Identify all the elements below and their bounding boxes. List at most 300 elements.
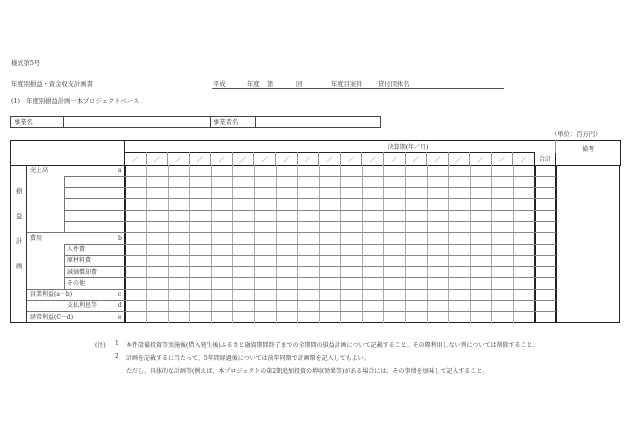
data-cell[interactable]	[493, 234, 513, 243]
data-cell[interactable]	[126, 211, 146, 220]
data-cell[interactable]	[385, 245, 405, 254]
data-cell[interactable]	[385, 290, 405, 299]
data-cell[interactable]	[148, 211, 168, 220]
data-cell[interactable]	[450, 256, 470, 265]
data-cell[interactable]	[191, 200, 211, 209]
data-cell[interactable]	[255, 268, 275, 277]
data-cell[interactable]	[255, 290, 275, 299]
data-cell[interactable]	[299, 211, 319, 220]
data-cell[interactable]	[514, 313, 534, 322]
data-cell[interactable]	[320, 245, 340, 254]
period-col-2[interactable]: ／	[146, 153, 168, 166]
data-cell[interactable]	[450, 189, 470, 198]
data-cell[interactable]	[385, 279, 405, 288]
data-cell[interactable]	[363, 177, 383, 186]
data-cell[interactable]	[126, 290, 146, 299]
data-cell[interactable]	[407, 290, 427, 299]
data-cell[interactable]	[191, 222, 211, 231]
data-cell[interactable]	[385, 268, 405, 277]
data-cell[interactable]	[191, 234, 211, 243]
data-cell[interactable]	[320, 279, 340, 288]
data-cell[interactable]	[234, 245, 254, 254]
period-col-5[interactable]: ／	[211, 153, 233, 166]
data-cell[interactable]	[255, 234, 275, 243]
data-cell[interactable]	[299, 301, 319, 310]
data-cell[interactable]	[255, 211, 275, 220]
period-col-16[interactable]: ／	[448, 153, 470, 166]
data-cell[interactable]	[363, 279, 383, 288]
data-cell[interactable]	[320, 211, 340, 220]
data-cell[interactable]	[320, 290, 340, 299]
data-cell[interactable]	[299, 256, 319, 265]
data-cell[interactable]	[212, 222, 232, 231]
data-cell[interactable]	[234, 222, 254, 231]
data-cell[interactable]	[299, 189, 319, 198]
data-cell[interactable]	[169, 234, 189, 243]
data-cell[interactable]	[320, 200, 340, 209]
data-cell[interactable]	[299, 290, 319, 299]
data-cell[interactable]	[493, 245, 513, 254]
data-cell[interactable]	[320, 166, 340, 175]
data-cell[interactable]	[234, 256, 254, 265]
data-cell[interactable]	[126, 189, 146, 198]
data-cell[interactable]	[493, 268, 513, 277]
data-cell[interactable]	[514, 166, 534, 175]
data-cell[interactable]	[277, 268, 297, 277]
data-cell[interactable]	[126, 200, 146, 209]
data-cell[interactable]	[299, 245, 319, 254]
data-cell[interactable]	[363, 313, 383, 322]
data-cell[interactable]	[407, 313, 427, 322]
data-cell[interactable]	[277, 279, 297, 288]
data-cell[interactable]	[320, 268, 340, 277]
data-cell[interactable]	[126, 245, 146, 254]
data-cell[interactable]	[320, 256, 340, 265]
data-cell[interactable]	[148, 234, 168, 243]
data-cell[interactable]	[428, 189, 448, 198]
data-cell[interactable]	[212, 166, 232, 175]
data-cell[interactable]	[471, 189, 491, 198]
data-cell[interactable]	[514, 200, 534, 209]
data-cell[interactable]	[299, 177, 319, 186]
data-cell[interactable]	[407, 200, 427, 209]
data-cell[interactable]	[320, 189, 340, 198]
data-cell[interactable]	[407, 301, 427, 310]
data-cell[interactable]	[450, 245, 470, 254]
data-cell[interactable]	[169, 279, 189, 288]
data-cell[interactable]	[191, 313, 211, 322]
total-cell[interactable]	[536, 200, 555, 209]
data-cell[interactable]	[385, 177, 405, 186]
data-cell[interactable]	[450, 177, 470, 186]
data-cell[interactable]	[428, 256, 448, 265]
total-cell[interactable]	[536, 290, 555, 299]
total-cell[interactable]	[536, 313, 555, 322]
data-cell[interactable]	[126, 301, 146, 310]
data-cell[interactable]	[428, 301, 448, 310]
data-cell[interactable]	[385, 166, 405, 175]
data-cell[interactable]	[148, 313, 168, 322]
period-col-3[interactable]: ／	[168, 153, 190, 166]
total-cell[interactable]	[536, 245, 555, 254]
data-cell[interactable]	[277, 301, 297, 310]
data-cell[interactable]	[493, 256, 513, 265]
data-cell[interactable]	[191, 211, 211, 220]
data-cell[interactable]	[514, 290, 534, 299]
data-cell[interactable]	[407, 166, 427, 175]
data-cell[interactable]	[255, 177, 275, 186]
data-cell[interactable]	[493, 189, 513, 198]
data-cell[interactable]	[363, 166, 383, 175]
data-cell[interactable]	[342, 222, 362, 231]
period-col-19[interactable]: ／	[513, 153, 535, 166]
data-cell[interactable]	[471, 234, 491, 243]
data-cell[interactable]	[428, 177, 448, 186]
data-cell[interactable]	[320, 234, 340, 243]
data-cell[interactable]	[385, 200, 405, 209]
data-cell[interactable]	[191, 268, 211, 277]
data-cell[interactable]	[363, 211, 383, 220]
total-cell[interactable]	[536, 222, 555, 231]
data-cell[interactable]	[277, 290, 297, 299]
data-cell[interactable]	[493, 166, 513, 175]
data-cell[interactable]	[212, 177, 232, 186]
data-cell[interactable]	[385, 301, 405, 310]
data-cell[interactable]	[234, 290, 254, 299]
data-cell[interactable]	[234, 211, 254, 220]
period-col-11[interactable]: ／	[340, 153, 362, 166]
data-cell[interactable]	[450, 234, 470, 243]
period-col-14[interactable]: ／	[405, 153, 427, 166]
data-cell[interactable]	[277, 234, 297, 243]
data-cell[interactable]	[277, 177, 297, 186]
data-cell[interactable]	[148, 290, 168, 299]
data-cell[interactable]	[342, 200, 362, 209]
data-cell[interactable]	[342, 166, 362, 175]
data-cell[interactable]	[385, 256, 405, 265]
data-cell[interactable]	[212, 211, 232, 220]
data-cell[interactable]	[514, 222, 534, 231]
data-cell[interactable]	[342, 290, 362, 299]
data-cell[interactable]	[255, 200, 275, 209]
total-cell[interactable]	[536, 211, 555, 220]
total-cell[interactable]	[536, 268, 555, 277]
data-cell[interactable]	[212, 200, 232, 209]
data-cell[interactable]	[148, 189, 168, 198]
data-cell[interactable]	[126, 234, 146, 243]
period-col-12[interactable]: ／	[362, 153, 384, 166]
data-cell[interactable]	[450, 290, 470, 299]
total-cell[interactable]	[536, 177, 555, 186]
data-cell[interactable]	[342, 189, 362, 198]
data-cell[interactable]	[407, 279, 427, 288]
data-cell[interactable]	[428, 222, 448, 231]
data-cell[interactable]	[363, 245, 383, 254]
data-cell[interactable]	[342, 256, 362, 265]
data-cell[interactable]	[450, 268, 470, 277]
data-cell[interactable]	[514, 268, 534, 277]
data-cell[interactable]	[148, 177, 168, 186]
data-cell[interactable]	[407, 245, 427, 254]
data-cell[interactable]	[255, 245, 275, 254]
data-cell[interactable]	[277, 189, 297, 198]
data-cell[interactable]	[342, 234, 362, 243]
data-cell[interactable]	[514, 189, 534, 198]
data-cell[interactable]	[126, 256, 146, 265]
data-cell[interactable]	[363, 200, 383, 209]
data-cell[interactable]	[407, 211, 427, 220]
data-cell[interactable]	[320, 222, 340, 231]
data-cell[interactable]	[169, 211, 189, 220]
remarks-cell[interactable]	[557, 166, 619, 321]
data-cell[interactable]	[212, 290, 232, 299]
data-cell[interactable]	[148, 222, 168, 231]
data-cell[interactable]	[191, 301, 211, 310]
data-cell[interactable]	[493, 279, 513, 288]
data-cell[interactable]	[514, 211, 534, 220]
data-cell[interactable]	[277, 245, 297, 254]
data-cell[interactable]	[363, 189, 383, 198]
data-cell[interactable]	[126, 166, 146, 175]
data-cell[interactable]	[450, 211, 470, 220]
data-cell[interactable]	[428, 279, 448, 288]
data-cell[interactable]	[514, 177, 534, 186]
data-cell[interactable]	[169, 301, 189, 310]
period-col-1[interactable]: ／	[125, 153, 147, 166]
data-cell[interactable]	[148, 268, 168, 277]
data-cell[interactable]	[148, 279, 168, 288]
data-cell[interactable]	[169, 290, 189, 299]
data-cell[interactable]	[428, 234, 448, 243]
data-cell[interactable]	[212, 245, 232, 254]
data-cell[interactable]	[277, 222, 297, 231]
data-cell[interactable]	[126, 313, 146, 322]
data-cell[interactable]	[169, 200, 189, 209]
data-cell[interactable]	[191, 279, 211, 288]
data-cell[interactable]	[450, 313, 470, 322]
data-cell[interactable]	[493, 222, 513, 231]
data-cell[interactable]	[191, 256, 211, 265]
period-col-15[interactable]: ／	[427, 153, 449, 166]
data-cell[interactable]	[385, 234, 405, 243]
data-cell[interactable]	[342, 313, 362, 322]
data-cell[interactable]	[212, 234, 232, 243]
data-cell[interactable]	[255, 189, 275, 198]
data-cell[interactable]	[320, 301, 340, 310]
data-cell[interactable]	[471, 268, 491, 277]
data-cell[interactable]	[299, 166, 319, 175]
data-cell[interactable]	[255, 313, 275, 322]
data-cell[interactable]	[407, 222, 427, 231]
data-cell[interactable]	[299, 268, 319, 277]
data-cell[interactable]	[363, 234, 383, 243]
data-cell[interactable]	[126, 279, 146, 288]
data-cell[interactable]	[363, 222, 383, 231]
data-cell[interactable]	[471, 290, 491, 299]
operator-field[interactable]	[257, 120, 379, 128]
data-cell[interactable]	[255, 279, 275, 288]
total-cell[interactable]	[536, 166, 555, 175]
data-cell[interactable]	[385, 313, 405, 322]
total-cell[interactable]	[536, 189, 555, 198]
data-cell[interactable]	[428, 200, 448, 209]
data-cell[interactable]	[169, 189, 189, 198]
data-cell[interactable]	[450, 200, 470, 209]
data-cell[interactable]	[407, 177, 427, 186]
data-cell[interactable]	[169, 166, 189, 175]
data-cell[interactable]	[428, 166, 448, 175]
data-cell[interactable]	[212, 301, 232, 310]
data-cell[interactable]	[126, 222, 146, 231]
data-cell[interactable]	[234, 313, 254, 322]
data-cell[interactable]	[493, 290, 513, 299]
data-cell[interactable]	[363, 256, 383, 265]
data-cell[interactable]	[471, 256, 491, 265]
data-cell[interactable]	[493, 211, 513, 220]
period-col-6[interactable]: ／	[232, 153, 254, 166]
data-cell[interactable]	[428, 290, 448, 299]
data-cell[interactable]	[385, 211, 405, 220]
data-cell[interactable]	[342, 245, 362, 254]
data-cell[interactable]	[191, 177, 211, 186]
data-cell[interactable]	[342, 211, 362, 220]
data-cell[interactable]	[471, 222, 491, 231]
data-cell[interactable]	[148, 256, 168, 265]
period-col-4[interactable]: ／	[189, 153, 211, 166]
data-cell[interactable]	[450, 279, 470, 288]
data-cell[interactable]	[450, 166, 470, 175]
data-cell[interactable]	[493, 177, 513, 186]
data-cell[interactable]	[407, 268, 427, 277]
data-cell[interactable]	[514, 245, 534, 254]
period-col-7[interactable]: ／	[254, 153, 276, 166]
data-cell[interactable]	[169, 245, 189, 254]
total-cell[interactable]	[536, 279, 555, 288]
period-col-8[interactable]: ／	[276, 153, 298, 166]
period-col-9[interactable]: ／	[297, 153, 319, 166]
data-cell[interactable]	[471, 279, 491, 288]
data-cell[interactable]	[234, 200, 254, 209]
data-cell[interactable]	[234, 279, 254, 288]
data-cell[interactable]	[342, 279, 362, 288]
data-cell[interactable]	[471, 166, 491, 175]
data-cell[interactable]	[277, 200, 297, 209]
data-cell[interactable]	[148, 166, 168, 175]
data-cell[interactable]	[277, 313, 297, 322]
data-cell[interactable]	[471, 200, 491, 209]
data-cell[interactable]	[514, 256, 534, 265]
data-cell[interactable]	[299, 234, 319, 243]
data-cell[interactable]	[148, 200, 168, 209]
data-cell[interactable]	[299, 222, 319, 231]
data-cell[interactable]	[299, 200, 319, 209]
data-cell[interactable]	[169, 268, 189, 277]
data-cell[interactable]	[191, 245, 211, 254]
data-cell[interactable]	[320, 313, 340, 322]
data-cell[interactable]	[450, 301, 470, 310]
data-cell[interactable]	[450, 222, 470, 231]
data-cell[interactable]	[363, 268, 383, 277]
data-cell[interactable]	[407, 256, 427, 265]
data-cell[interactable]	[363, 290, 383, 299]
data-cell[interactable]	[320, 177, 340, 186]
data-cell[interactable]	[255, 256, 275, 265]
data-cell[interactable]	[126, 177, 146, 186]
data-cell[interactable]	[169, 177, 189, 186]
data-cell[interactable]	[428, 245, 448, 254]
data-cell[interactable]	[277, 256, 297, 265]
data-cell[interactable]	[212, 268, 232, 277]
period-col-10[interactable]: ／	[319, 153, 341, 166]
data-cell[interactable]	[212, 313, 232, 322]
data-cell[interactable]	[299, 279, 319, 288]
data-cell[interactable]	[234, 189, 254, 198]
data-cell[interactable]	[514, 279, 534, 288]
period-col-13[interactable]: ／	[383, 153, 405, 166]
data-cell[interactable]	[407, 234, 427, 243]
data-cell[interactable]	[126, 268, 146, 277]
project-name-field[interactable]	[65, 120, 209, 128]
data-cell[interactable]	[471, 301, 491, 310]
data-cell[interactable]	[493, 313, 513, 322]
data-cell[interactable]	[148, 301, 168, 310]
data-cell[interactable]	[428, 313, 448, 322]
data-cell[interactable]	[299, 313, 319, 322]
data-cell[interactable]	[471, 313, 491, 322]
data-cell[interactable]	[493, 200, 513, 209]
period-col-18[interactable]: ／	[491, 153, 513, 166]
data-cell[interactable]	[277, 211, 297, 220]
data-cell[interactable]	[514, 301, 534, 310]
data-cell[interactable]	[385, 222, 405, 231]
data-cell[interactable]	[234, 177, 254, 186]
data-cell[interactable]	[471, 245, 491, 254]
data-cell[interactable]	[514, 234, 534, 243]
data-cell[interactable]	[428, 211, 448, 220]
data-cell[interactable]	[255, 166, 275, 175]
data-cell[interactable]	[255, 301, 275, 310]
data-cell[interactable]	[169, 313, 189, 322]
data-cell[interactable]	[212, 256, 232, 265]
data-cell[interactable]	[471, 211, 491, 220]
data-cell[interactable]	[191, 166, 211, 175]
total-cell[interactable]	[536, 256, 555, 265]
data-cell[interactable]	[407, 189, 427, 198]
data-cell[interactable]	[148, 245, 168, 254]
total-cell[interactable]	[536, 301, 555, 310]
data-cell[interactable]	[234, 166, 254, 175]
data-cell[interactable]	[169, 256, 189, 265]
data-cell[interactable]	[493, 301, 513, 310]
data-cell[interactable]	[342, 301, 362, 310]
data-cell[interactable]	[363, 301, 383, 310]
data-cell[interactable]	[342, 268, 362, 277]
data-cell[interactable]	[428, 268, 448, 277]
data-cell[interactable]	[212, 279, 232, 288]
data-cell[interactable]	[191, 290, 211, 299]
data-cell[interactable]	[471, 177, 491, 186]
data-cell[interactable]	[234, 301, 254, 310]
data-cell[interactable]	[191, 189, 211, 198]
data-cell[interactable]	[234, 268, 254, 277]
data-cell[interactable]	[277, 166, 297, 175]
data-cell[interactable]	[169, 222, 189, 231]
data-cell[interactable]	[212, 189, 232, 198]
data-cell[interactable]	[342, 177, 362, 186]
total-cell[interactable]	[536, 234, 555, 243]
period-col-17[interactable]: ／	[470, 153, 492, 166]
data-cell[interactable]	[255, 222, 275, 231]
